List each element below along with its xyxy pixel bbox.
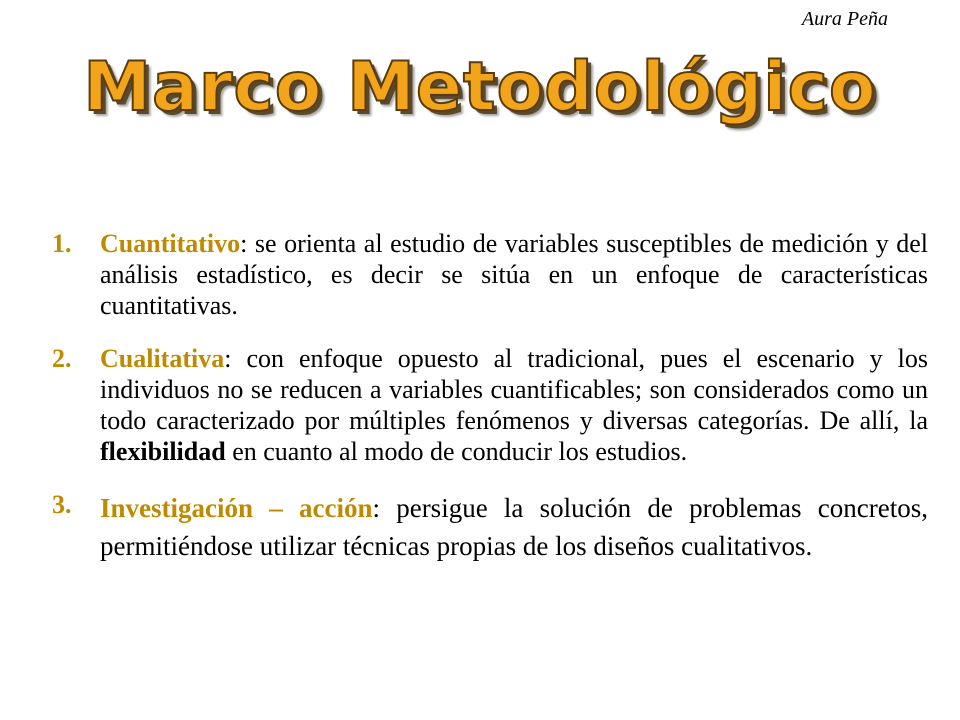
item-number: 3. — [52, 490, 72, 519]
item-number: 1. — [52, 229, 72, 258]
list-item-qualitative — [52, 343, 928, 467]
item-term: Cualitativa — [100, 344, 225, 373]
list-item-quantitative — [52, 228, 928, 321]
item-text: : se orienta al estudio de variables susceptibles de medición y del análisis estadístico, es decir se sitúa en un enfoque de características cuantitativas. — [100, 229, 928, 320]
item-text: : persigue la solución de problemas concretos, permitiéndose utilizar técnicas propias de los diseños cualitativos. — [100, 493, 928, 561]
item-term: Investigación – acción — [100, 493, 373, 523]
slide-title: Marco Metodológico — [83, 48, 877, 127]
item-emphasis: flexibilidad — [100, 437, 226, 466]
item-term: Cuantitativo — [100, 229, 241, 258]
item-body — [100, 343, 928, 467]
item-body — [100, 228, 928, 321]
item-text-before: : con enfoque opuesto al tradicional, pues el escenario y los individuos no se reducen a variables cuantificables; son considerados como un todo caracterizado por múltiples fenómenos y diversas categorías. De allí, la — [100, 344, 928, 435]
item-number: 2. — [52, 344, 72, 373]
author-name: Aura Peña — [801, 8, 888, 30]
item-body — [100, 489, 928, 565]
methodology-list — [52, 228, 928, 587]
item-text-after: en cuanto al modo de conducir los estudios. — [225, 437, 688, 466]
list-item-action-research — [52, 489, 928, 565]
